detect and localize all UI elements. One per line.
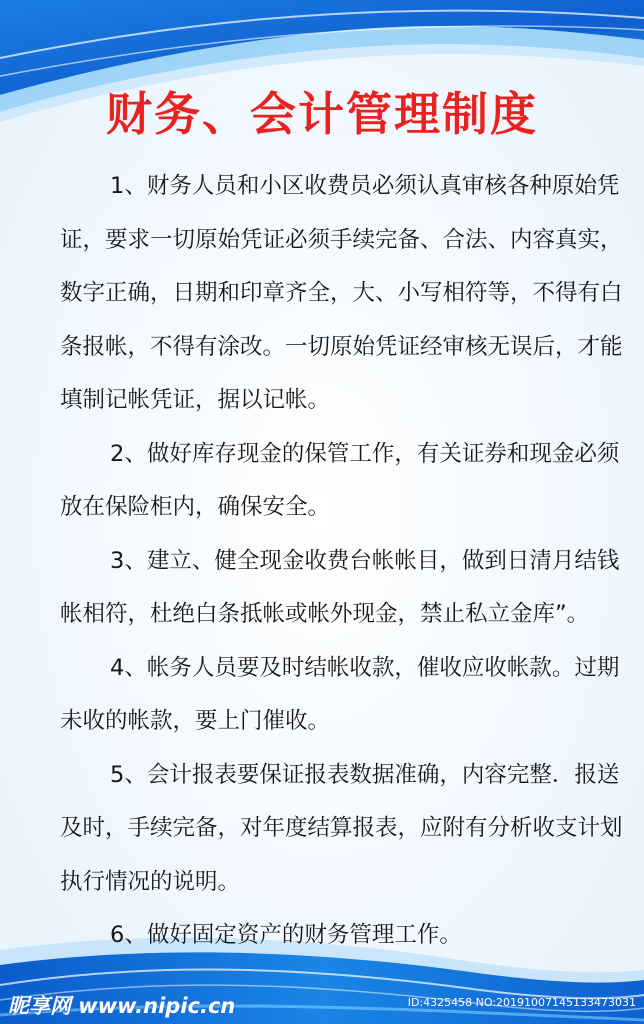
page-title: 财务、会计管理制度: [106, 87, 538, 141]
watermark-logo: 昵享网 www.nipic.cn: [8, 994, 236, 1018]
regulation-item-2: 2、做好库存现金的保管工作，有关证券和现金必须放在保险柜内，确保安全。: [60, 440, 620, 520]
watermark-id: ID:4325458 NO:20191007145133473031: [407, 996, 636, 1009]
regulation-item-5: 5、会计报表要保证报表数据准确，内容完整．报送及时，手续完备，对年度结算报表，应附有分析收支计划执行情况的说明。: [60, 761, 623, 895]
regulation-item-4: 4、帐务人员要及时结帐收款，催收应收帐款。过期未收的帐款，要上门催收。: [60, 654, 620, 734]
regulation-item-3: 3、建立、健全现金收费台帐帐目，做到日清月结钱帐相符，杜绝白条抵帐或帐外现金，禁止私立金库”。: [60, 547, 620, 627]
regulation-body: [60, 160, 632, 963]
regulation-item-1: 1、财务人员和小区收费员必须认真审核各种原始凭证，要求一切原始凭证必须手续完备、合法、内容真实，数字正确，日期和印章齐全，大、小写相符等，不得有白条报帐，不得有涂改。一切原始凭证经审核无误后，才能填制记帐凭证，据以记帐。: [60, 173, 623, 413]
regulation-item-6: 6、做好固定资产的财务管理工作。: [110, 922, 462, 948]
